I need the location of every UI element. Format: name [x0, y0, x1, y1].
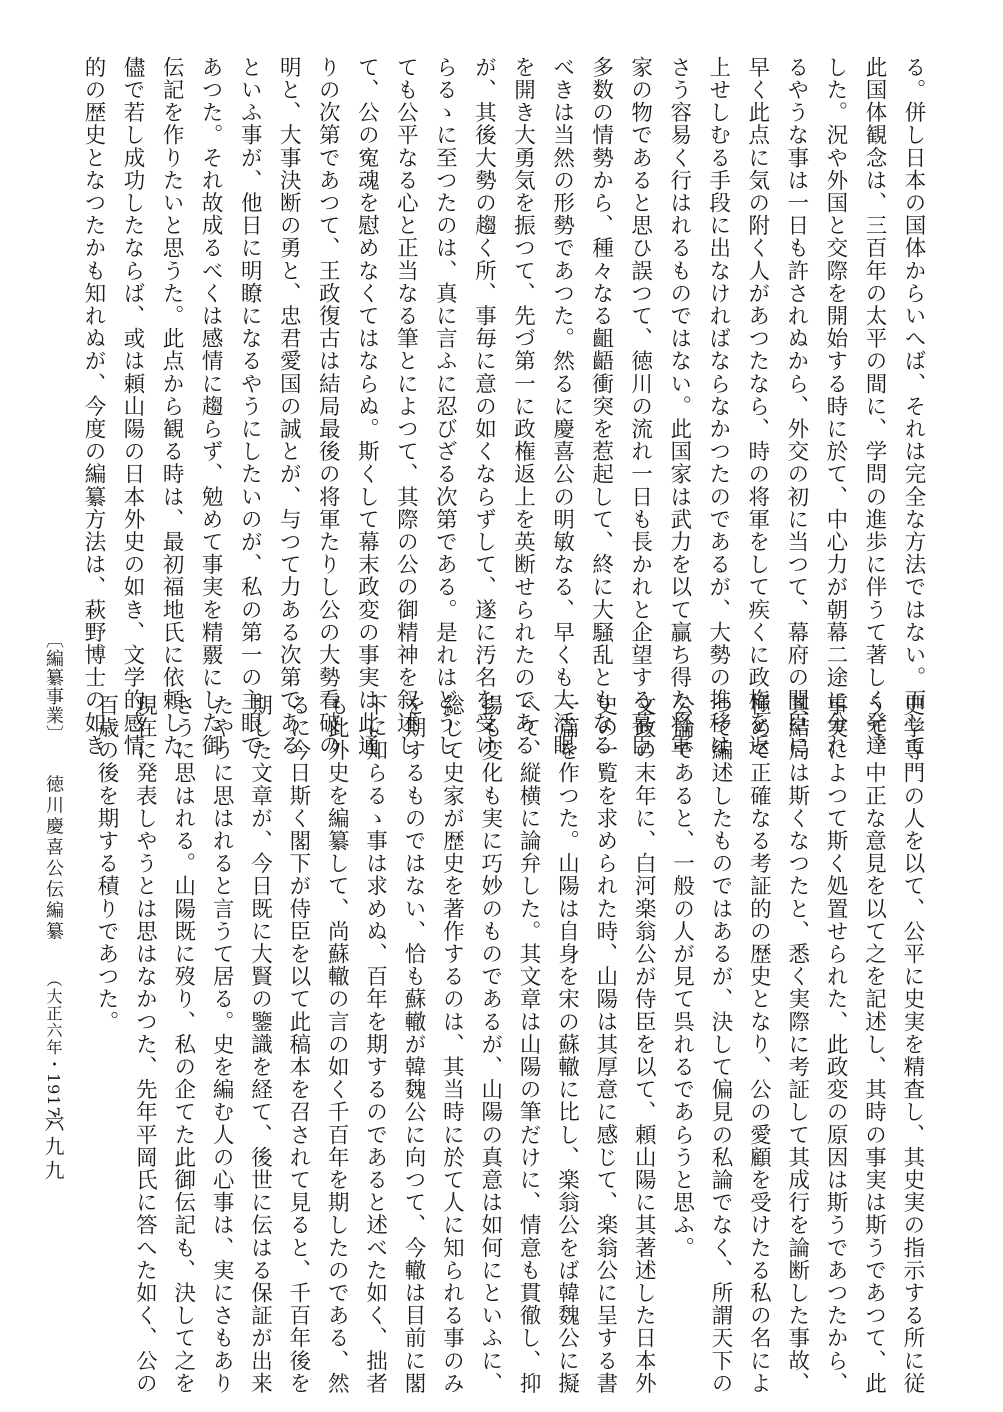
text-column: へて、縦横に論弁した。其文章は山陽の筆だけに、情意も貫徹し、抑	[516, 694, 542, 1395]
text-column: りの次第であつて、王政復古は結局最後の将軍たりし公の大勢看破の	[315, 56, 341, 757]
text-column: るやうな事は一日も許されぬから、外交の初に当つて、幕府の閣臣に	[783, 56, 809, 757]
text-column: 史の一覧を求められた時、山陽は其厚意に感じて、楽翁公に呈する書	[592, 694, 618, 1395]
text-column: 的の歴史となつたかも知れぬが、今度の編纂方法は、萩野博士の如き	[81, 56, 106, 757]
text-column: さうに思はれる。山陽既に歿り、私の企てた此御伝記も、決して之を	[170, 694, 196, 1395]
text-column: 儘で若し成功したならば、或は頼山陽の日本外史の如き、文学的感情	[120, 56, 146, 757]
text-column: といふ事が、他日に明瞭になるやうにしたいのが、私の第一の主眼で	[237, 56, 263, 757]
running-head-year: （大正六年・1917）	[44, 971, 63, 1136]
text-column: 伝記を作りたいと思うた。此点から観る時は、最初福地氏に依頼した	[159, 56, 185, 757]
text-column: る。併し日本の国体からいへば、それは完全な方法ではない。而して	[900, 56, 926, 757]
text-column: も此外史を編纂して、尚蘇轍の言の如く千百年を期したのである、然	[324, 694, 350, 1395]
text-column: 公論であると、一般の人が見て呉れるであらうと思ふ。	[669, 694, 695, 1259]
text-column: 一篇を作つた。山陽は自身を宋の蘇轍に比し、楽翁公をば韓魏公に擬	[554, 694, 580, 1395]
text-column: たやうに思はれると言うて居る。史を編む人の心事は、実にさもあり	[209, 694, 235, 1395]
text-column: あつた。それ故成るべくは感情に趨らず、勉めて事実を精覈にした御	[198, 56, 224, 757]
text-column: 事実によつて斯く処置せられた、此政変の原因は斯うであつたから、	[823, 694, 849, 1395]
text-column: 多数の情勢から、種々なる齟齬衝突を惹起して、終に大騒乱ともなる	[588, 56, 614, 757]
text-column: 揚も変化も実に巧妙のものであるが、山陽の真意は如何にといふに、	[477, 694, 503, 1395]
text-column: が、其後大勢の趨く所、事毎に意の如くならずして、遂に汚名を受け	[471, 56, 497, 757]
lower-text-block	[94, 694, 925, 1395]
running-head	[40, 630, 66, 1390]
upper-text-block	[81, 56, 926, 757]
text-column: 百歳の後を期する積りであつた。	[94, 694, 119, 1033]
text-column: るに今日斯く閣下が侍臣を以て此稿本を召されて見ると、千百年後を	[285, 694, 311, 1395]
text-column: さう容易く行はれるものではない。此国家は武力を以て贏ち得た将軍	[666, 56, 692, 757]
text-column: 早く此点に気の附く人があつたなら、時の将軍をして疾くに政権を返	[744, 56, 770, 757]
page-number: 六九九	[41, 1112, 65, 1184]
text-column: 上せしむる手段に出なければならなかつたのであるが、大勢の推移は	[705, 56, 731, 757]
text-column: 極めて正確なる考証的の歴史となり、公の愛顧を受けたる私の名によ	[746, 694, 772, 1395]
text-column: を期するものではない、恰も蘇轍が韓魏公に向つて、今轍は目前に閣	[401, 694, 426, 1395]
text-column: 現在に発表しやうとは思はなかつた、先年平岡氏に答へた如く、公の	[132, 694, 158, 1395]
text-column: て、公の寃魂を慰めなくてはならぬ。斯くして幕末政変の事実は此通	[354, 56, 380, 757]
running-head-section: 〔編纂事業〕	[43, 630, 64, 744]
text-column: 期した文章が、今日既に大賢の鑒識を経て、後世に伝はる保証が出来	[247, 694, 273, 1395]
text-column: 文政の末年に、白河楽翁公が侍臣を以て、頼山陽に其著述した日本外	[631, 694, 657, 1395]
text-column: つて編述したものではあるが、決して偏見の私論でなく、所謂天下の	[708, 694, 733, 1395]
text-column: 総じて史家が歴史を著作するのは、其当時に於て人に知られる事のみ	[439, 694, 465, 1395]
text-column: を開き大勇気を振つて、先づ第一に政権返上を英断せられたのである	[510, 56, 536, 757]
text-column: 此国体観念は、三百年の太平の間に、学問の進歩に伴うて著しく発達	[861, 56, 887, 757]
running-head-title: 徳川慶喜公伝編纂	[43, 774, 64, 943]
text-column: らるゝに至つたのは、真に言ふに忍びざる次第である。是れはどうし	[432, 56, 458, 757]
text-column: した。況や外国と交際を開始する時に於て、中心力が朝幕二途に分れ	[822, 56, 848, 757]
text-column: べきは当然の形勢であつた。然るに慶喜公の明敏なる、早くも大活眼	[549, 56, 575, 757]
text-column: 其結局は斯くなつたと、悉く実際に考証して其成行を論断した事故、	[784, 694, 810, 1395]
text-column: 下に知らるゝ事は求めぬ、百年を期するのであると述べた如く、拙者	[362, 694, 388, 1395]
text-column: 史学専門の人を以て、公平に史実を精査し、其史実の指示する所に従	[899, 694, 925, 1395]
text-column: 明と、大事決断の勇と、忠君愛国の誠とが、与つて力ある次第である	[276, 56, 302, 757]
text-column: ても公平なる心と正当なる筆とによつて、其際の公の御精神を叙述し	[393, 56, 419, 757]
text-column: うて、中正な意見を以て之を記述し、其時の事実は斯うであつて、此	[861, 694, 887, 1395]
text-column: 家の物であると思ひ誤つて、徳川の流れ一日も長かれと企望する幕臣	[627, 56, 653, 757]
